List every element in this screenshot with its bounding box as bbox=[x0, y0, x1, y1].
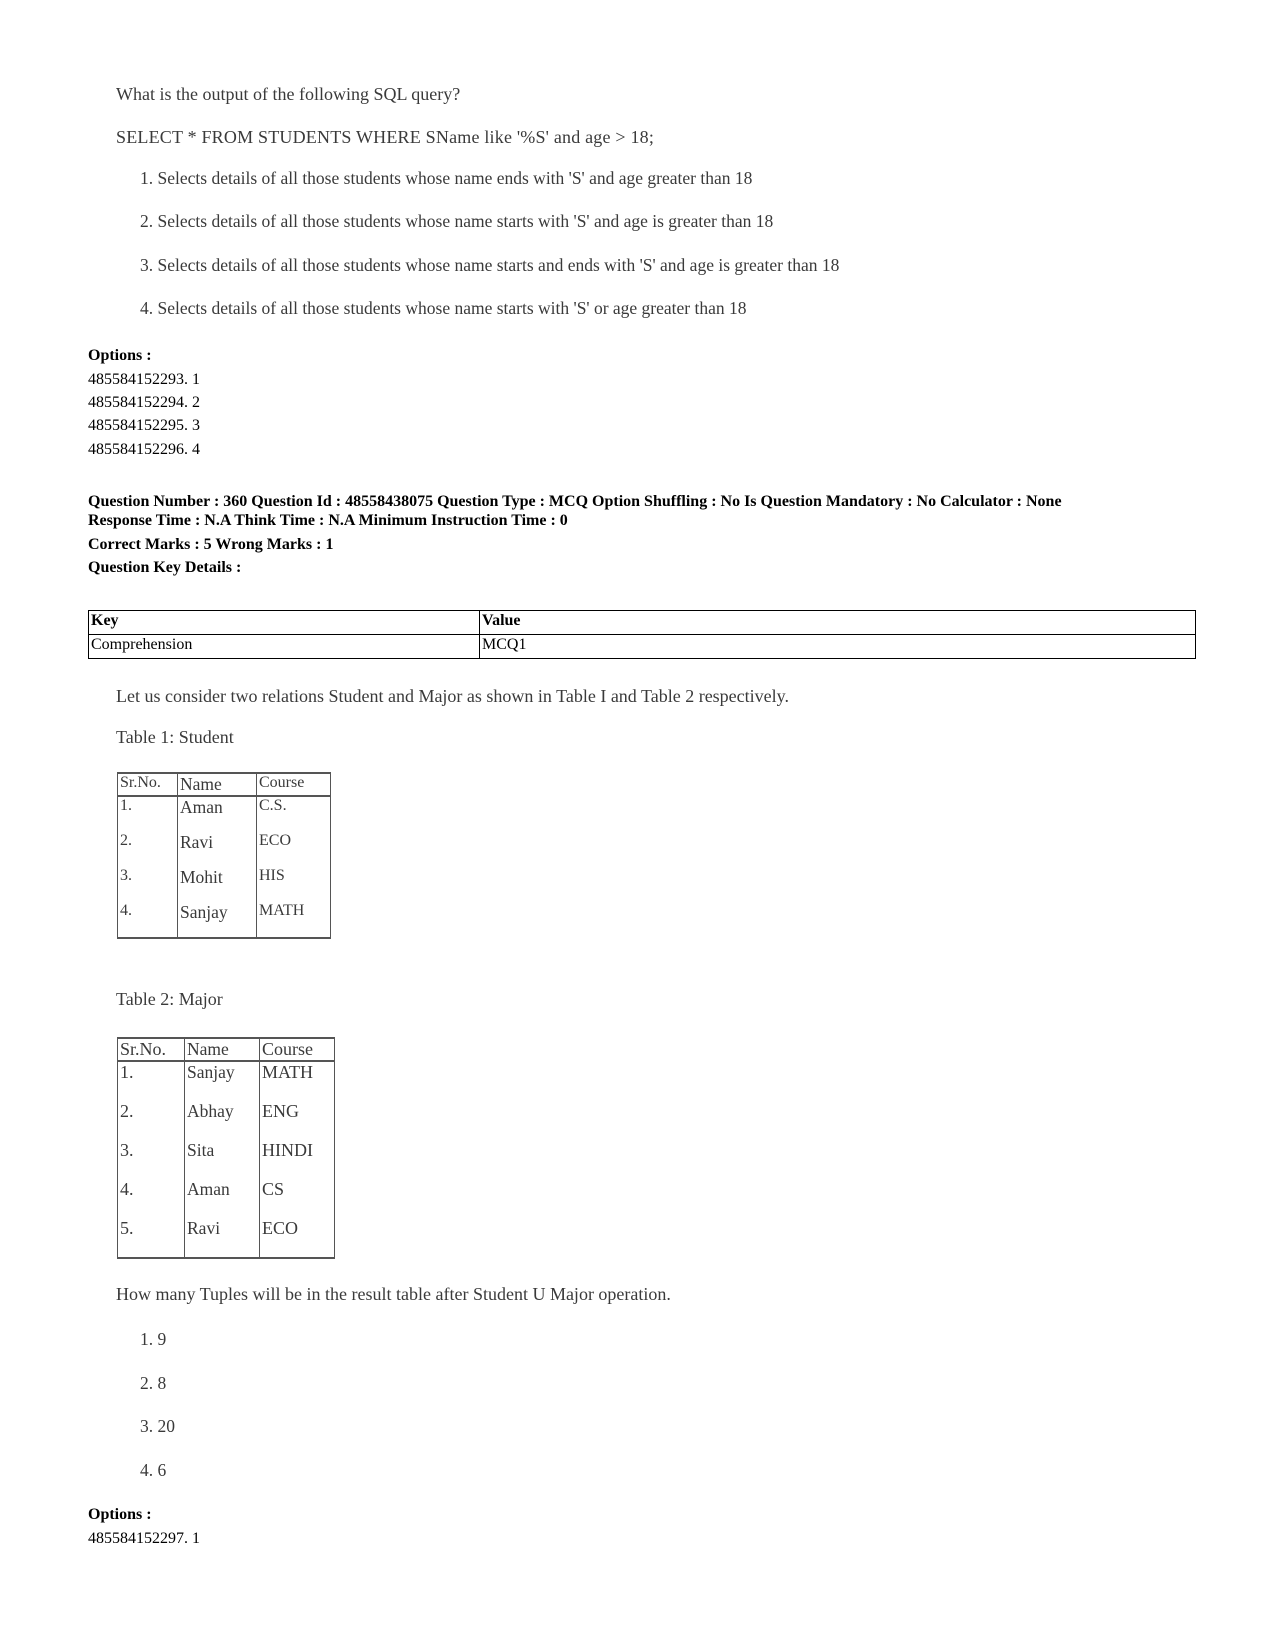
cell: MATH bbox=[260, 1061, 335, 1101]
cell: 2. bbox=[118, 832, 178, 867]
options-label: Options : bbox=[88, 347, 152, 364]
cell: HINDI bbox=[260, 1140, 335, 1179]
table-header bbox=[118, 773, 331, 796]
choice-4: 4. Selects details of all those students whose name starts with 'S' or age greater than 18 bbox=[140, 298, 747, 318]
choice-2: 2. Selects details of all those students whose name starts with 'S' and age is greater than 18 bbox=[140, 211, 774, 231]
cell: Sita bbox=[185, 1140, 260, 1179]
cell: ENG bbox=[260, 1101, 335, 1140]
table2-caption: Table 2: Major bbox=[116, 989, 223, 1009]
header-cell: Name bbox=[178, 773, 257, 796]
options-label: Options : bbox=[88, 1506, 152, 1523]
option-item: 485584152293. 1 bbox=[88, 371, 200, 388]
key-table-header bbox=[89, 611, 1196, 635]
choice-2: 2. 8 bbox=[140, 1373, 167, 1393]
cell: 4. bbox=[118, 902, 178, 938]
marks-line: Correct Marks : 5 Wrong Marks : 1 bbox=[88, 536, 334, 553]
cell: Mohit bbox=[178, 867, 257, 902]
key-cell: Comprehension bbox=[89, 635, 480, 659]
key-details-table bbox=[88, 610, 1196, 659]
option-item: 485584152297. 1 bbox=[88, 1530, 200, 1547]
major-table bbox=[117, 1037, 335, 1259]
table-row bbox=[118, 1101, 335, 1140]
cell: Sanjay bbox=[178, 902, 257, 938]
cell: Abhay bbox=[185, 1101, 260, 1140]
value-cell: MCQ1 bbox=[480, 635, 1196, 659]
cell: 3. bbox=[118, 867, 178, 902]
question-meta-line2: Response Time : N.A Think Time : N.A Minimum Instruction Time : 0 bbox=[88, 512, 568, 529]
question-meta-line1: Question Number : 360 Question Id : 48558438075 Question Type : MCQ Option Shuffling : No Is Question Mandatory : No Calculator : None bbox=[88, 493, 1062, 510]
cell: 4. bbox=[118, 1179, 185, 1218]
choice-3: 3. 20 bbox=[140, 1416, 175, 1436]
cell: Sanjay bbox=[185, 1061, 260, 1101]
choice-1: 1. 9 bbox=[140, 1329, 167, 1349]
cell: C.S. bbox=[257, 796, 331, 832]
choice-3: 3. Selects details of all those students whose name starts and ends with 'S' and age is greater than 18 bbox=[140, 255, 840, 275]
table-row bbox=[118, 1140, 335, 1179]
cell: 2. bbox=[118, 1101, 185, 1140]
choice-4: 4. 6 bbox=[140, 1460, 167, 1480]
cell: HIS bbox=[257, 867, 331, 902]
table1-caption: Table 1: Student bbox=[116, 727, 234, 747]
header-cell: Course bbox=[257, 773, 331, 796]
key-header: Key bbox=[89, 611, 480, 635]
cell: Ravi bbox=[185, 1218, 260, 1258]
value-header: Value bbox=[480, 611, 1196, 635]
table-row bbox=[118, 1218, 335, 1258]
cell: CS bbox=[260, 1179, 335, 1218]
cell: ECO bbox=[257, 832, 331, 867]
option-item: 485584152295. 3 bbox=[88, 417, 200, 434]
cell: 1. bbox=[118, 796, 178, 832]
table-row bbox=[118, 832, 331, 867]
cell: MATH bbox=[257, 902, 331, 938]
option-item: 485584152294. 2 bbox=[88, 394, 200, 411]
cell: ECO bbox=[260, 1218, 335, 1258]
table-row bbox=[118, 867, 331, 902]
header-cell: Name bbox=[185, 1038, 260, 1061]
intro-text: Let us consider two relations Student and Major as shown in Table I and Table 2 respectively. bbox=[116, 686, 789, 706]
option-item: 485584152296. 4 bbox=[88, 441, 200, 458]
student-table bbox=[117, 772, 331, 939]
cell: Aman bbox=[178, 796, 257, 832]
cell: 1. bbox=[118, 1061, 185, 1101]
cell: 5. bbox=[118, 1218, 185, 1258]
key-details-label: Question Key Details : bbox=[88, 559, 242, 576]
question-text: How many Tuples will be in the result table after Student U Major operation. bbox=[116, 1284, 671, 1304]
header-cell: Course bbox=[260, 1038, 335, 1061]
cell: 3. bbox=[118, 1140, 185, 1179]
header-cell: Sr.No. bbox=[118, 1038, 185, 1061]
sql-query: SELECT * FROM STUDENTS WHERE SName like '%S' and age > 18; bbox=[116, 127, 655, 147]
table-row bbox=[118, 796, 331, 832]
table-row bbox=[118, 1179, 335, 1218]
table-row bbox=[118, 902, 331, 938]
cell: Ravi bbox=[178, 832, 257, 867]
table-row bbox=[89, 635, 1196, 659]
cell: Aman bbox=[185, 1179, 260, 1218]
table-header bbox=[118, 1038, 335, 1061]
choice-1: 1. Selects details of all those students whose name ends with 'S' and age greater than 18 bbox=[140, 168, 753, 188]
header-cell: Sr.No. bbox=[118, 773, 178, 796]
question-text: What is the output of the following SQL query? bbox=[116, 84, 461, 104]
table-row bbox=[118, 1061, 335, 1101]
